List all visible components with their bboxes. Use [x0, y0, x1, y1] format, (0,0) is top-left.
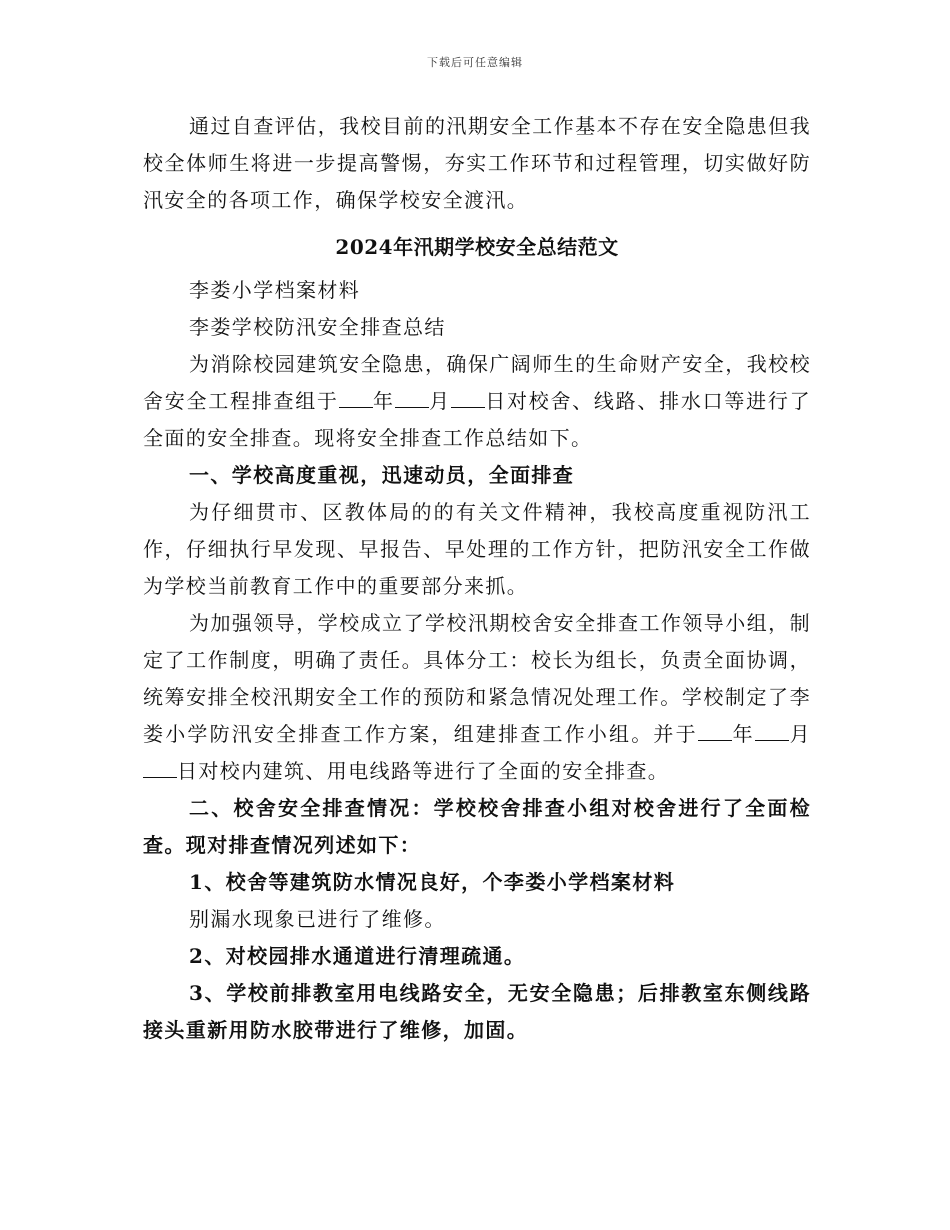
list-item-1: 1、校舍等建筑防水情况良好，个李娄小学档案材料 [189, 870, 676, 894]
summary-subtitle: 李娄学校防汛安全排查总结 [189, 315, 446, 339]
para-1b-month-label: 月 [788, 722, 812, 746]
document-body [143, 108, 811, 1049]
list-item-2: 2、对校园排水通道进行清理疏通。 [189, 944, 526, 968]
purpose-text-4: 日对校舍、线路、排水口等进行了全面的安全排查。现将安全排查工作总结如下。 [143, 389, 812, 450]
section-1-paragraph-a: 为仔细贯市、区教体局的的有关文件精神，我校高度重视防汛工作，仔细执行早发现、早报告、早处理的工作方针，把防汛安全工作做为学校当前教育工作中的重要部分来抓。 [143, 500, 811, 598]
purpose-year-label: 年 [372, 389, 395, 413]
blank-year-2 [698, 722, 732, 741]
intro-paragraph: 通过自查评估，我校目前的汛期安全工作基本不存在安全隐患但我校全体师生将进一步提高警惕，夯实工作环节和过程管理，切实做好防汛安全的各项工作，确保学校安全渡汛。 [143, 114, 811, 212]
para-1b-text-1: 为加强领导，学校成立了学校汛期校舍安全排查工作领导小组，制定了工作制度，明确了责任。具体分工：校长为组长，负责全面协调，统筹安排全校汛期安全工作的预防和紧急情况处理工作。学校制定了李娄小学防汛安全排查工作方案，组建排查工作小组。并于 [143, 611, 811, 746]
blank-month [395, 389, 429, 408]
blank-year [339, 389, 373, 408]
blank-day [451, 389, 485, 408]
list-item-1-continuation: 别漏水现象已进行了维修。 [189, 907, 446, 931]
purpose-text-1: 为消除校园建筑安全隐患，确保广阔师生的生命财产安全，我校校舍安全工程排查组于 [143, 352, 811, 413]
section-heading-1: 一、学校高度重视，迅速动员，全面排查 [189, 463, 575, 487]
section-heading-2: 二、校舍安全排查情况：学校校舍排查小组对校舍进行了全面检查。现对排查情况列述如下： [143, 796, 811, 857]
document-title: 2024年汛期学校安全总结范文 [335, 235, 619, 259]
blank-day-2 [143, 759, 177, 778]
purpose-paragraph [143, 346, 811, 457]
purpose-month-label: 月 [428, 389, 451, 413]
list-item-3: 3、学校前排教室用电线路安全，无安全隐患；后排教室东侧线路接头重新用防水胶带进行了维修，加固。 [143, 981, 811, 1042]
section-1-paragraph-b [143, 605, 811, 790]
archive-label: 李娄小学档案材料 [189, 278, 361, 302]
blank-month-2 [755, 722, 789, 741]
header-note: 下载后可任意编辑 [427, 56, 523, 69]
para-1b-year-label: 年 [731, 722, 755, 746]
para-1b-text-4: 日对校内建筑、用电线路等进行了全面的安全排查。 [177, 759, 670, 783]
